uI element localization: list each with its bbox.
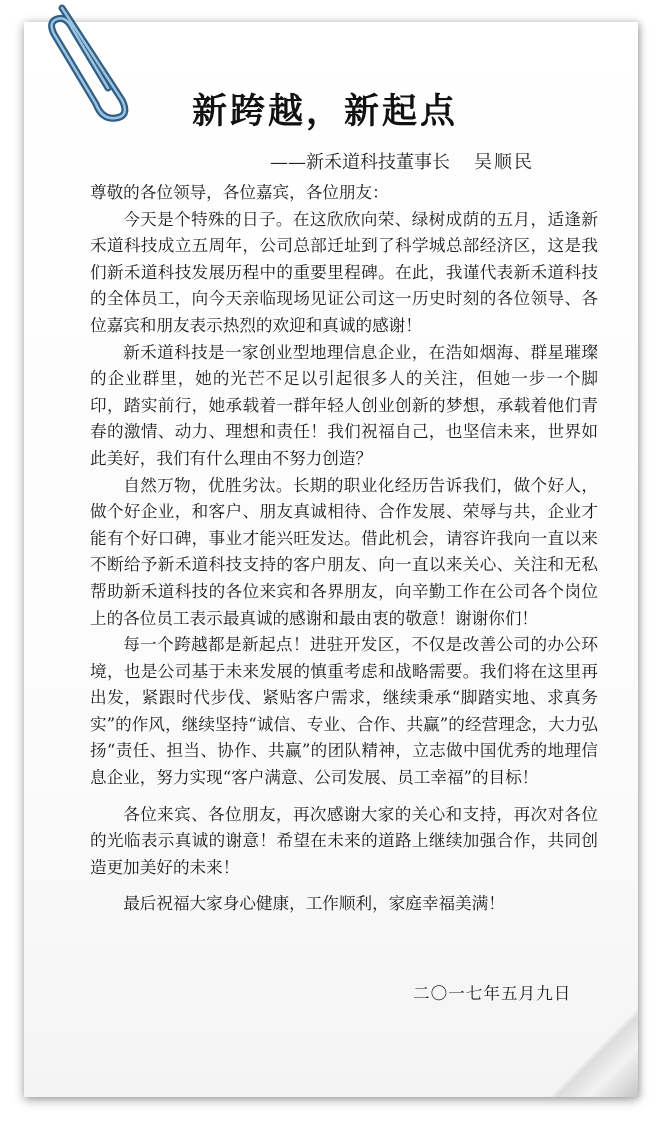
paragraph: 最后祝福大家身心健康，工作顺利，家庭幸福美满！ (123, 894, 505, 914)
author-line (270, 148, 534, 174)
page-curl (548, 1007, 638, 1097)
salutation: 尊敬的各位领导，各位嘉宾，各位朋友： (90, 183, 389, 202)
author-role: ——新禾道科技董事长 (270, 152, 450, 173)
letter-body (90, 180, 598, 918)
paragraph: 新禾道科技是一家创业型地理信息企业，在浩如烟海、群星璀璨的企业群里，她的光芒不足以引起很多人的关注，但她一步一个脚印，踏实前行，她承载着一群年轻人创业创新的梦想，承载着他们青春的激情、动力、理想和责任！我们祝福自己，也坚信未来，世界如此美好，我们有什么理由不努力创造？ (90, 342, 598, 468)
paragraph: 各位来宾、各位朋友，再次感谢大家的关心和支持，再次对各位的光临表示真诚的谢意！希望在未来的道路上继续加强合作，共同创造更加美好的未来！ (90, 804, 598, 877)
paragraph: 今天是个特殊的日子。在这欣欣向荣、绿树成荫的五月，适逢新禾道科技成立五周年，公司总部迁址到了科学城总部经济区，这是我们新禾道科技发展历程中的重要里程碑。在此，我谨代表新禾道科技的全体员工，向今天亲临现场见证公司这一历史时刻的各位领导、各位嘉宾和朋友表示热烈的欢迎和真诚的感谢！ (90, 209, 598, 335)
paragraph: 每一个跨越都是新起点！进驻开发区，不仅是改善公司的办公环境，也是公司基于未来发展的慎重考虑和战略需要。我们将在这里再出发，紧跟时代步伐、紧贴客户需求，继续秉承“脚踏实地、求真务实”的作风，继续坚持“诚信、专业、合作、共赢”的经营理念，大力弘扬“责任、担当、协作、共赢”的团队精神，立志做中国优秀的地理信息企业，努力实现“客户满意、公司发展、员工幸福”的目标！ (90, 635, 598, 788)
page-title: 新跨越，新起点 (192, 91, 459, 132)
paragraph: 自然万物，优胜劣汰。长期的职业化经历告诉我们，做个好人，做个好企业，和客户、朋友真诚相待、合作发展、荣辱与共，企业才能有个好口碑，事业才能兴旺发达。借此机会，请容许我向一直以来不断给予新禾道科技支持的客户朋友、向一直以来关心、关注和无私帮助新禾道科技的各位来宾和各界朋友，向辛勤工作在公司各个岗位上的各位员工表示最真诚的感谢和最由衷的敬意！谢谢你们！ (90, 475, 598, 628)
author-name: 吴顺民 (474, 152, 534, 173)
letter-date: 二〇一七年五月九日 (413, 984, 572, 1003)
paperclip-icon (30, 0, 140, 125)
